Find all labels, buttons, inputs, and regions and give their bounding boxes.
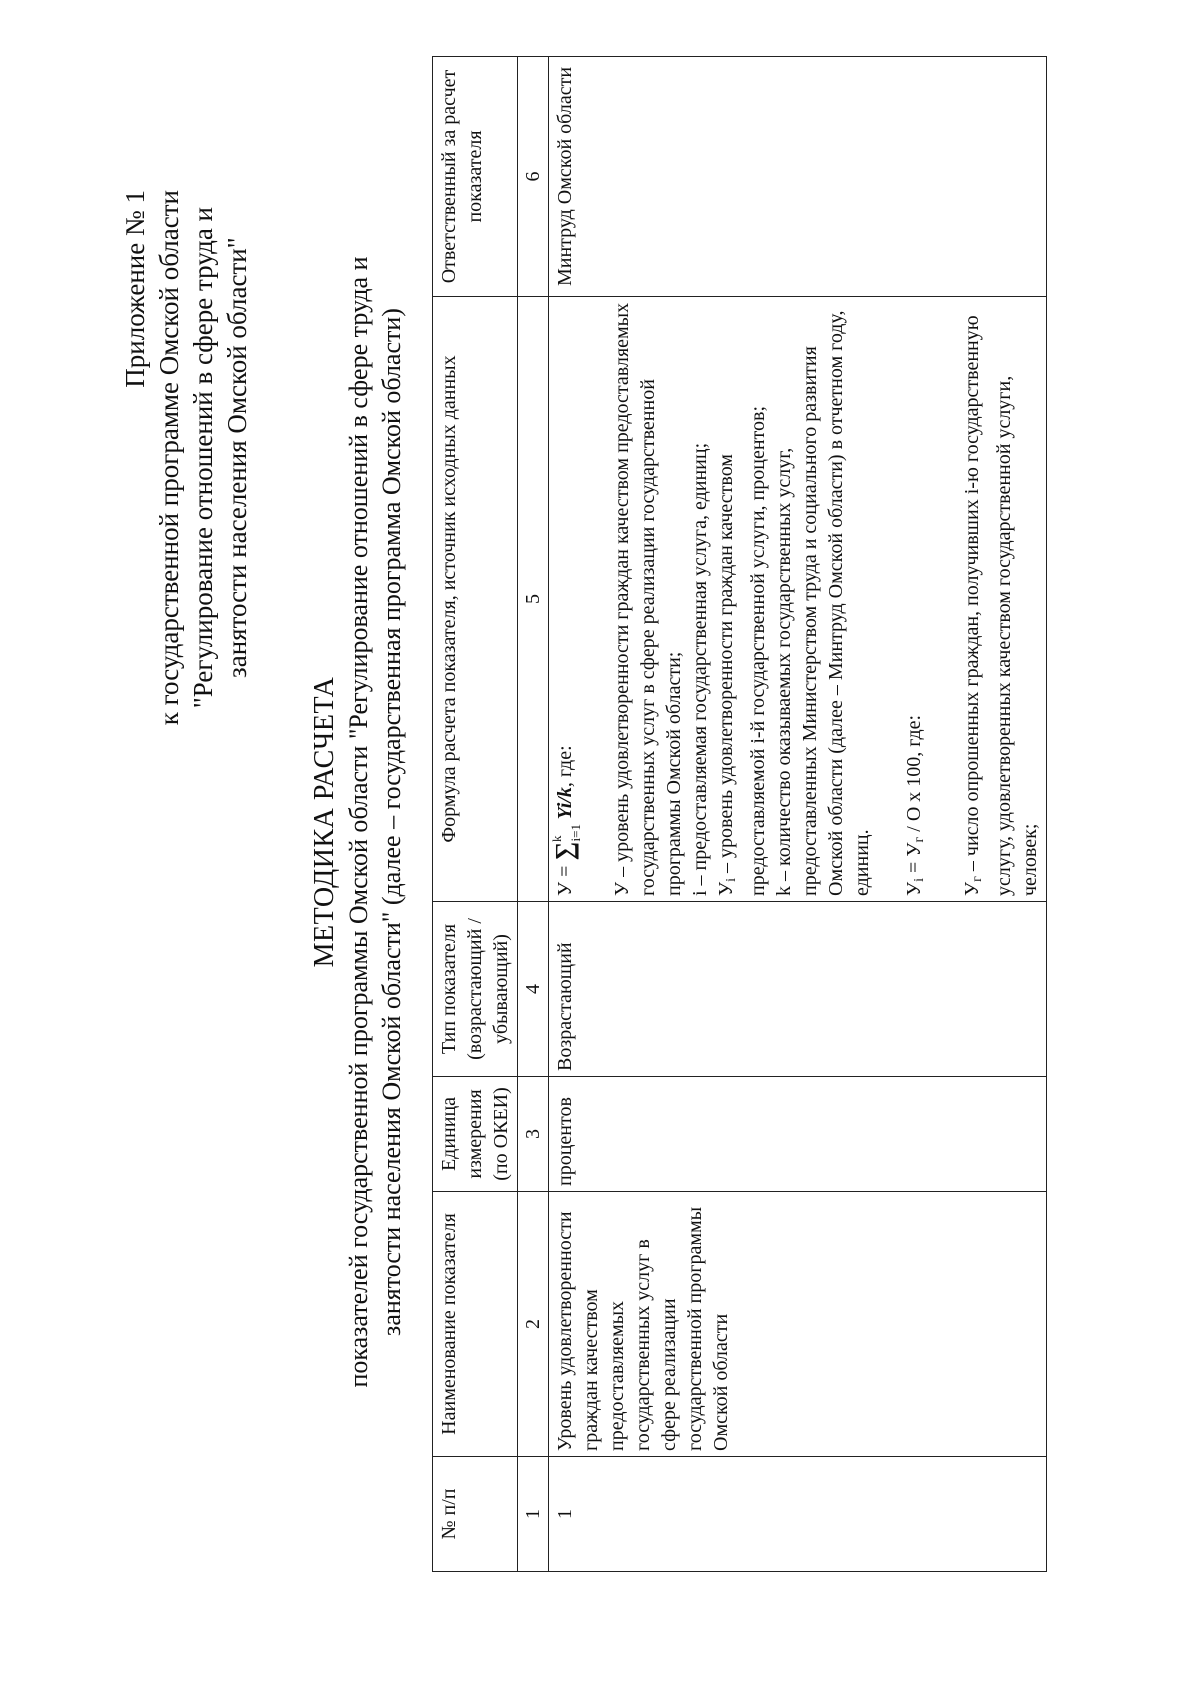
document-subtitle-line-2: занятости населения Омской области" (далее – государственная программа Омской области) <box>377 308 406 1336</box>
table-header-row <box>433 57 518 1572</box>
header-name: Наименование показателя <box>433 1192 518 1457</box>
indicator-name: Уровень удовлетворенности граждан качеством предоставляемых государственных услуг в сфере реализации государственной программы Омской области <box>549 1192 1047 1457</box>
header-unit: Единица измерения (по ОКЕИ) <box>433 1077 518 1192</box>
formula-cell <box>549 297 1047 902</box>
document-subtitle-line-1: показателей государственной программы Омской области "Регулирование отношений в сфере труда и <box>344 256 373 1388</box>
indicator-type: Возрастающий <box>549 902 1047 1077</box>
column-number-2: 2 <box>518 1192 549 1457</box>
column-number-1: 1 <box>518 1457 549 1572</box>
column-number-3: 3 <box>518 1077 549 1192</box>
formula-definition-5: $У_г$ – число опрошенных граждан, получивших i-ю государственную услугу, удовлетворенных качеством государственной услуги, человек; <box>961 315 1041 896</box>
header-formula: Формула расчета показателя, источник исходных данных <box>433 297 518 902</box>
appendix-line-3: "Регулирование отношений в сфере труда и <box>188 206 218 709</box>
header-responsible: Ответственный за расчет показателя <box>433 57 518 297</box>
column-number-5: 5 <box>518 297 549 902</box>
title-block <box>308 147 408 1497</box>
unit-of-measure: процентов <box>549 1077 1047 1192</box>
main-formula: У = ∑$^k$ $_{i=1}$ Yi/k, где: <box>549 745 583 896</box>
formula-definition-3: $У_i$ – уровень удовлетворенности граждан качеством предоставляемой i-й государственной услуги, процентов; <box>715 405 769 896</box>
formula-definition-4: k – количество оказываемых государственных услуг, предоставленных Министерством труда и социального развития Омской области (далее – Минтруд Омской области) в отчетном году, единиц. <box>773 310 873 896</box>
document-title: МЕТОДИКА РАСЧЕТА <box>309 676 340 968</box>
formula-definition-2: i – предоставляемая государственная услуга, единиц; <box>689 442 711 896</box>
column-number-4: 4 <box>518 902 549 1077</box>
column-number-6: 6 <box>518 57 549 297</box>
header-number: № п/п <box>433 1457 518 1572</box>
appendix-header <box>118 190 254 725</box>
responsible-party: Минтруд Омской области <box>549 57 1047 297</box>
formula-definition-1: У – уровень удовлетворенности граждан качеством предоставляемых государственных услуг в сфере реализации государственной программы Омской области; <box>611 302 685 896</box>
header-type: Тип показателя (возрастающий / убывающий) <box>433 902 518 1077</box>
appendix-line-2: к государственной программе Омской области <box>154 190 184 726</box>
row-number: 1 <box>549 1457 1047 1572</box>
appendix-line-4: занятости населения Омской области" <box>222 237 252 678</box>
secondary-formula: $У_i = У_г / О$ х 100, где: <box>903 714 927 896</box>
methodology-table <box>432 56 1047 1572</box>
sum-symbol: ∑ <box>550 842 579 861</box>
appendix-line-1: Приложение № 1 <box>120 190 150 388</box>
column-number-row <box>518 57 549 1572</box>
document-subtitle <box>342 147 408 1497</box>
table-row <box>549 57 1047 1572</box>
